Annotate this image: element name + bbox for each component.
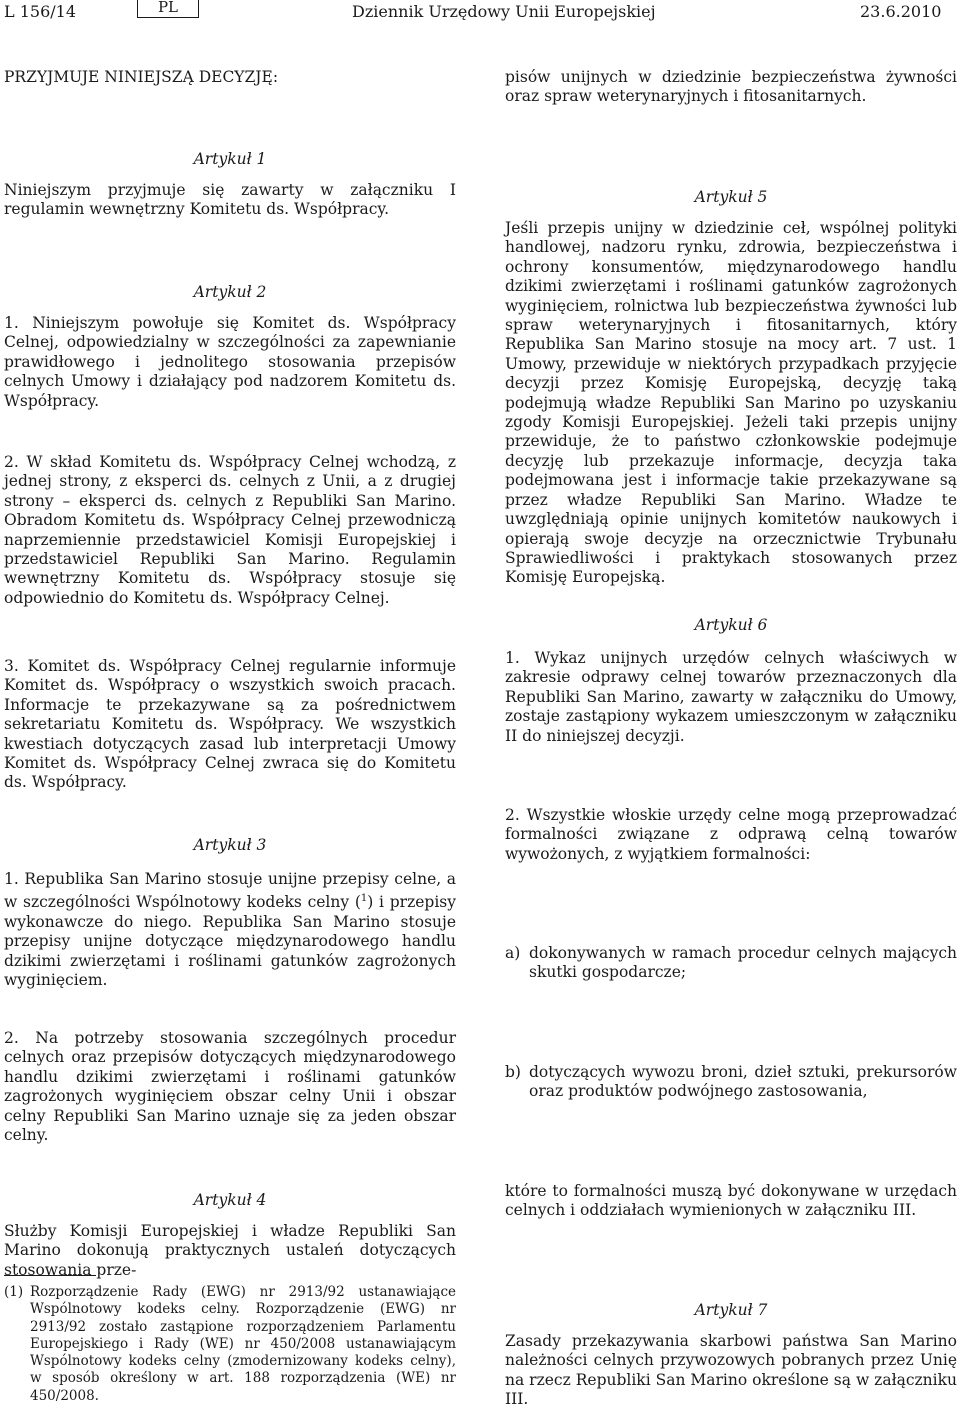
footnote (4, 1284, 456, 1404)
language-box: PL (137, 0, 199, 18)
article-1-title: Artykuł 1 (193, 150, 267, 168)
journal-title: Dziennik Urzędowy Unii Europejskiej (352, 2, 656, 21)
footnote-separator (4, 1275, 96, 1276)
list-item-b (505, 1063, 957, 1103)
list-marker: b) (505, 1063, 521, 1081)
footnote-text: Rozporządzenie Rady (EWG) nr 2913/92 ustanawiające Wspólnotowy kodeks celny. Rozporządzenie (EWG) nr 2913/92 zostało zastąpione rozporządzeniem Parlamentu Europejskiego i Rady (WE) nr 450/2008 ustanawiającym Wspólnotowy kodeks celny (zmodernizowany kodeks celny), w sposób określony w art. 188 rozporządzenia (WE) nr 450/2008. (30, 1284, 456, 1404)
article-3-paragraph-2: 2. Na potrzeby stosowania szczególnych procedur celnych oraz przepisów dotyczących międzynarodowego handlu dzikimi zwierzętami i roślinami gatunków zagrożonych wyginięciem obszar celny Unii i obszar celny Republiki San Marino uznaje się za jeden obszar celny. (4, 1029, 456, 1145)
article-5-text: Jeśli przepis unijny w dziedzinie ceł, wspólnej polityki handlowej, nadzoru rynku, zdrowia, bezpieczeństwa i ochrony konsumentów, międzynarodowego handlu dzikimi zwierzętami i roślinami gatunków zagrożonych wyginięciem, rolnictwa lub bezpieczeństwa żywności lub spraw weterynaryjnych i fitosanitarnych, który Republika San Marino stosuje na mocy art. 7 ust. 1 Umowy, przewiduje w niektórych przypadkach przyjęcie decyzji przez Komisję Europejską, decyzję taką podejmują władze Republiki San Marino po uzyskaniu zgody Komisji Europejskiej. Jeżeli taki przepis unijny przewiduje, że to państwo członkowskie podejmuje decyzję lub przekazuje informacje, decyzja taka podejmowana jest i informacje takie przekazywane są przez władze Republiki San Marino. Władze te uwzględniają opinie unijnych komitetów naukowych i opierają swoje decyzje na orzecznictwie Trybunału Sprawiedliwości i praktykach stosowanych przez Komisję Europejską. (505, 219, 957, 587)
article-6-paragraph-1: 1. Wykaz unijnych urzędów celnych właściwych w zakresie odprawy celnej towarów przeznaczonych dla Republiki San Marino, zawarty w załączniku do Umowy, zostaje zastąpiony wykazem umieszczonym w załączniku II do niniejszej decyzji. (505, 649, 957, 745)
after-list-text: które to formalności muszą być dokonywane w urzędach celnych i oddziałach wymienionych w załączniku III. (505, 1182, 957, 1220)
article-2-paragraph-1: 1. Niniejszym powołuje się Komitet ds. Współpracy Celnej, odpowiedzialny w szczególności za zapewnianie prawidłowego i jednolitego stosowania przepisów celnych Umowy i działający pod nadzorem Komitetu ds. Współpracy. (4, 314, 456, 410)
article-2-paragraph-2: 2. W skład Komitetu ds. Współpracy Celnej wchodzą, z jednej strony, z eksperci ds. celnych z Unii, a z drugiej strony – eksperci ds. celnych z Republiki San Marino. Obradom Komitetu ds. Współpracy Celnej przewodniczą naprzemiennie przedstawiciel Komisji Europejskiej i przedstawiciel Republiki San Marino. Regulamin wewnętrzny Komitetu ds. Współpracy stosuje się odpowiednio do Komitetu ds. Współpracy Celnej. (4, 453, 456, 607)
article-1-text: Niniejszym przyjmuje się zawarty w załączniku I regulamin wewnętrzny Komitetu ds. Współpracy. (4, 181, 456, 219)
article-4-text: Służby Komisji Europejskiej i władze Republiki San Marino dokonują praktycznych ustaleń dotyczących stosowania prze- (4, 1222, 456, 1279)
continuation-text: pisów unijnych w dziedzinie bezpieczeństwa żywności oraz spraw weterynaryjnych i fitosanitarnych. (505, 68, 957, 106)
article-7-title: Artykuł 7 (694, 1301, 768, 1319)
article-2-paragraph-3: 3. Komitet ds. Współpracy Celnej regularnie informuje Komitet ds. Współpracy o wszystkich swoich pracach. Informacje te przekazywane są za pośrednictwem sekretariatu Komitetu ds. Współpracy. We wszystkich kwestiach dotyczących zasad lub interpretacji Umowy Komitet ds. Współpracy Celnej zwraca się do Komitetu ds. Współpracy. (4, 657, 456, 792)
page-reference: L 156/14 (4, 2, 76, 21)
footnote-marker: (1) (4, 1284, 24, 1300)
list-item-text: dokonywanych w ramach procedur celnych mających skutki gospodarcze; (529, 944, 957, 982)
footnote-reference[interactable]: 1 (360, 893, 368, 905)
article-2-title: Artykuł 2 (193, 283, 267, 301)
article-5-title: Artykuł 5 (694, 188, 768, 206)
list-marker: a) (505, 944, 521, 962)
article-3-title: Artykuł 3 (193, 836, 267, 854)
article-7-text: Zasady przekazywania skarbowi państwa San Marino należności celnych przywozowych pobranych przez Unię na rzecz Republiki San Marino określone są w załączniku III. (505, 1332, 957, 1409)
article-4-title: Artykuł 4 (193, 1191, 267, 1209)
article-3-paragraph-1: 1. Republika San Marino stosuje unijne przepisy celne, a w szczególności Wspólnotowy kodeks celny ($^1$) i przepisy wykonawcze do niego. Republika San Marino stosuje przepisy unijne dotyczące międzynarodowego handlu dzikimi zwierzętami i roślinami gatunków zagrożonych wyginięciem. (4, 870, 456, 990)
list-item-text: dotyczących wywozu broni, dzieł sztuki, prekursorów oraz produktów podwójnego zastosowania, (529, 1063, 957, 1101)
list-item-a (505, 944, 957, 984)
decision-intro: PRZYJMUJE NINIEJSZĄ DECYZJĘ: (4, 68, 279, 86)
publication-date: 23.6.2010 (860, 2, 942, 21)
article-6-title: Artykuł 6 (694, 616, 768, 634)
article-6-paragraph-2: 2. Wszystkie włoskie urzędy celne mogą przeprowadzać formalności związane z odprawą celną towarów wywożonych, z wyjątkiem formalności: (505, 806, 957, 863)
